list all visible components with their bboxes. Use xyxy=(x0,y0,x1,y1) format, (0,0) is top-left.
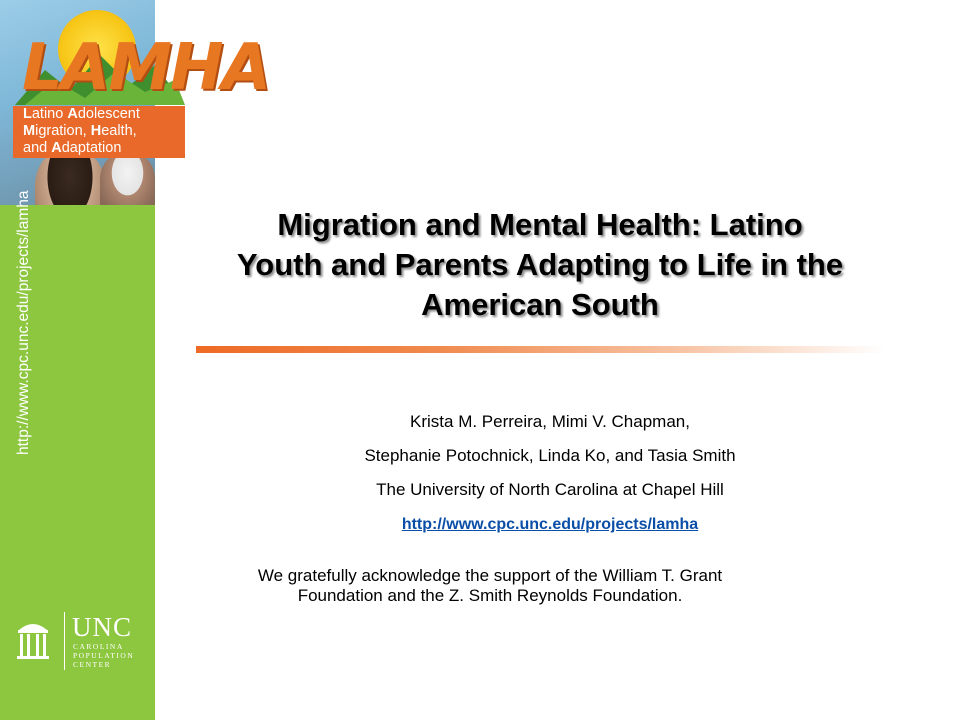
slide-title-line: Migration and Mental Health: Latino xyxy=(277,207,803,242)
sidebar xyxy=(0,0,270,720)
unc-cpc-logo xyxy=(14,612,152,672)
acknowledgement xyxy=(180,566,800,606)
author-line-1: Krista M. Perreira, Mimi V. Chapman, xyxy=(410,412,690,431)
project-url-link[interactable]: http://www.cpc.unc.edu/projects/lamha xyxy=(401,516,699,533)
institution-line: The University of North Carolina at Chapel Hill xyxy=(376,480,724,499)
logo-divider xyxy=(64,612,65,670)
slide-title-line: Youth and Parents Adapting to Life in the xyxy=(236,247,844,282)
unc-subtitle xyxy=(73,642,134,669)
photo-person-right xyxy=(100,152,155,205)
title-underline-rule xyxy=(196,346,886,353)
old-well-icon xyxy=(16,616,50,662)
unc-subtitle-line: CAROLINA xyxy=(73,642,124,651)
slide-title xyxy=(190,205,890,325)
authors-block xyxy=(180,405,920,541)
logo-tagline-line-3: and Adaptation xyxy=(23,140,122,156)
unc-subtitle-line: POPULATION xyxy=(73,651,135,660)
project-link-row xyxy=(180,507,920,541)
author-line-2: Stephanie Potochnick, Linda Ko, and Tasia Smith xyxy=(364,446,736,465)
unc-subtitle-line: CENTER xyxy=(73,660,112,669)
unc-wordmark: UNC xyxy=(72,612,133,642)
acknowledgement-line: We gratefully acknowledge the support of the William T. Grant xyxy=(257,566,723,585)
logo-wordmark: LAMHA xyxy=(22,31,270,105)
acknowledgement-line: Foundation and the Z. Smith Reynolds Foundation. xyxy=(297,586,683,605)
photo-person-left xyxy=(35,150,105,205)
logo-tagline-box xyxy=(13,106,185,158)
logo-tagline-line-1: Latino Adolescent xyxy=(23,106,140,122)
sidebar-vertical-url: http://www.cpc.unc.edu/projects/lamha xyxy=(15,190,32,455)
logo-tagline-line-2: Migration, Health, xyxy=(23,123,137,139)
slide-title-line: American South xyxy=(421,287,659,322)
